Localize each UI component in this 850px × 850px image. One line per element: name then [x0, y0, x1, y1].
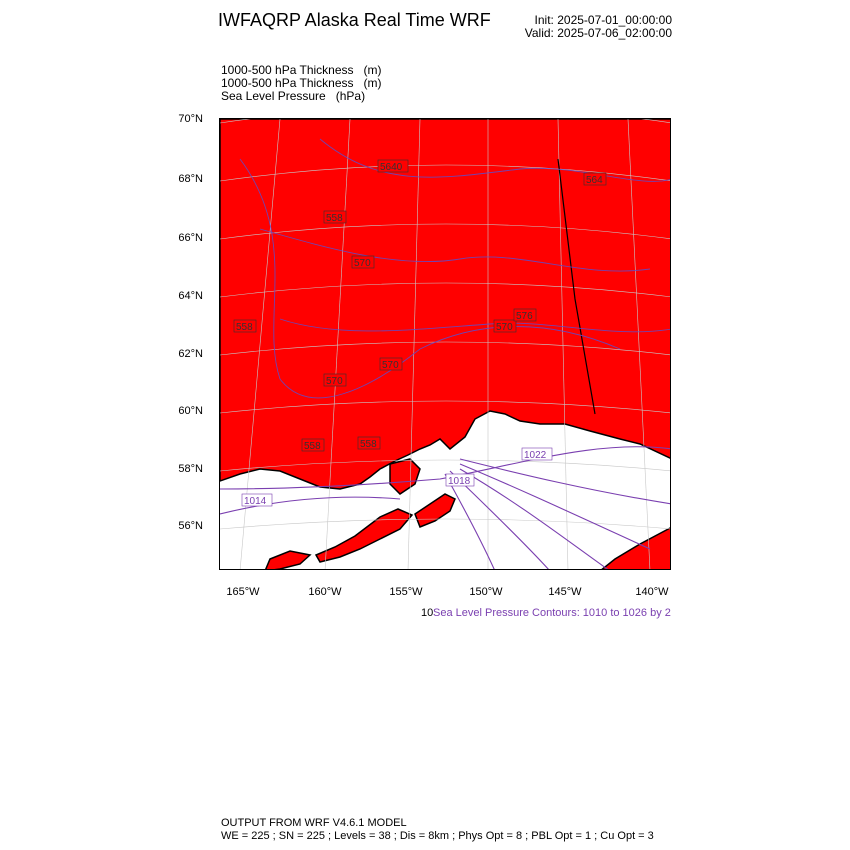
footer-model: OUTPUT FROM WRF V4.6.1 MODEL: [221, 817, 407, 829]
thickness-label: 558: [304, 441, 321, 452]
thickness-label: 570: [326, 376, 343, 387]
lon-label: 140°W: [635, 586, 669, 598]
lon-label: 165°W: [226, 586, 260, 598]
thickness-label: 576: [516, 311, 533, 322]
lat-label: 56°N: [178, 520, 203, 532]
thickness-label: 570: [496, 322, 513, 333]
contour-info-prefix: 10: [421, 607, 434, 619]
lat-label: 58°N: [178, 463, 203, 475]
lat-label: 70°N: [178, 113, 203, 125]
map-panel: [219, 118, 671, 570]
peninsula-strip: [316, 509, 412, 562]
slp-label: 1018: [448, 476, 471, 487]
lat-label: 64°N: [178, 290, 203, 302]
map-svg: [220, 119, 671, 570]
field-label-slp: Sea Level Pressure (hPa): [221, 89, 366, 103]
contour-info-text: Sea Level Pressure Contours: 1010 to 1026 by 2: [433, 607, 671, 619]
slp-label: 1022: [524, 450, 547, 461]
lat-label: 68°N: [178, 173, 203, 185]
plot-title: IWFAQRP Alaska Real Time WRF: [218, 10, 491, 30]
thickness-label: 570: [382, 360, 399, 371]
footer-params: WE = 225 ; SN = 225 ; Levels = 38 ; Dis = 8km ; Phys Opt = 8 ; PBL Opt = 1 ; Cu Opt = 3: [221, 830, 654, 842]
field-label-thickness-2: 1000-500 hPa Thickness (m): [221, 76, 382, 90]
lat-label: 66°N: [178, 232, 203, 244]
lat-label: 62°N: [178, 348, 203, 360]
field-label-thickness-1: 1000-500 hPa Thickness (m): [221, 63, 382, 77]
thickness-label: 558: [236, 322, 253, 333]
kodiak-island: [415, 494, 455, 527]
thickness-label: 558: [360, 439, 377, 450]
thickness-label: 558: [326, 213, 343, 224]
thickness-label: 570: [354, 258, 371, 269]
lon-label: 160°W: [308, 586, 342, 598]
init-time: Init: 2025-07-01_00:00:00: [534, 13, 672, 27]
thickness-label: 564: [586, 175, 603, 186]
lon-label: 145°W: [548, 586, 582, 598]
slp-label: 1014: [244, 496, 267, 507]
thickness-label: 5640: [380, 162, 403, 173]
valid-time: Valid: 2025-07-06_02:00:00: [524, 26, 672, 40]
southeast-land: [600, 527, 671, 570]
lat-label: 60°N: [178, 405, 203, 417]
lon-label: 155°W: [389, 586, 423, 598]
lon-label: 150°W: [469, 586, 503, 598]
aleutian-chain: [265, 551, 310, 570]
cook-inlet-islands: [390, 459, 420, 494]
